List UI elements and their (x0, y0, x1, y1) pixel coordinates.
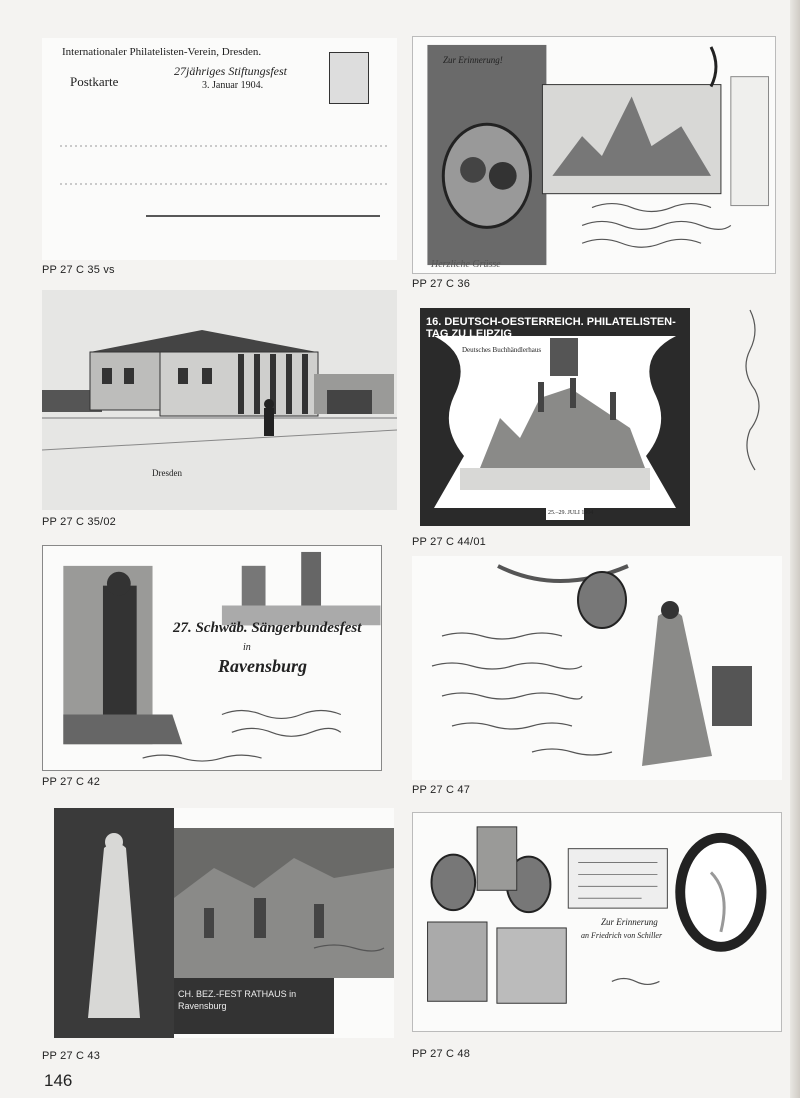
leipzig-title: 16. DEUTSCH-OESTERREICH. PHILATELISTEN-TAG ZU LEIPZIG (426, 316, 676, 340)
caption-c48: PP 27 C 48 (412, 1048, 471, 1060)
postcard-c35-vs (42, 38, 397, 260)
place-label: Dresden (152, 468, 182, 478)
postcard-c44-01 (420, 308, 690, 526)
postcard-c42 (42, 545, 382, 771)
dedication-line1: Zur Erinnerung (601, 917, 658, 927)
postcard-c48 (412, 812, 782, 1032)
banner-text: Zur Erinnerung! (443, 55, 503, 65)
fest-title-line3: Ravensburg (218, 656, 308, 676)
dedication-line2: an Friedrich von Schiller (581, 931, 663, 940)
schiller-illustration (413, 813, 781, 1031)
caption-c43: PP 27 C 43 (42, 1050, 101, 1062)
fest-title-line1: 27. Schwäb. Sängerbundesfest (173, 620, 362, 636)
right-margin-handwriting (720, 300, 780, 520)
leipzig-subtitle: Deutsches Buchhändlerhaus (462, 346, 542, 354)
panorama-panel-text: CH. BEZ.-FEST RATHAUS in Ravensburg (178, 989, 297, 1011)
page-number: 146 (44, 1071, 73, 1090)
postkarte-label: Postkarte (70, 74, 119, 89)
event-line-1: 27jähriges Stiftungsfest (174, 64, 288, 78)
leipzig-illustration (420, 308, 690, 526)
card-header-line: Internationaler Philatelisten-Verein, Dresden. (62, 46, 262, 58)
postcard-c35-02 (42, 290, 397, 510)
caption-c36: PP 27 C 36 (412, 278, 471, 290)
card-illustration (413, 37, 775, 273)
address-lines (42, 38, 397, 260)
postcard-c43 (54, 808, 394, 1038)
fest-title-line2: in (243, 642, 251, 653)
handwriting-text: Herzliche Grüsse (431, 259, 501, 270)
leipzig-date: 25.–29. JULI 1904 (548, 510, 594, 516)
caption-c35-02: PP 27 C 35/02 (42, 516, 116, 528)
page-edge (790, 0, 800, 1098)
postcard-c47 (412, 556, 782, 780)
caption-c35-vs: PP 27 C 35 vs (42, 264, 115, 276)
caption-c44-01: PP 27 C 44/01 (412, 536, 486, 548)
caption-c42: PP 27 C 42 (42, 776, 101, 788)
caption-c47: PP 27 C 47 (412, 784, 471, 796)
ravensburg-illustration (43, 546, 381, 770)
allegory-illustration (412, 556, 782, 780)
event-line-2: 3. Januar 1904. (202, 80, 264, 91)
building-photo (42, 290, 397, 510)
postcard-c36 (412, 36, 776, 274)
